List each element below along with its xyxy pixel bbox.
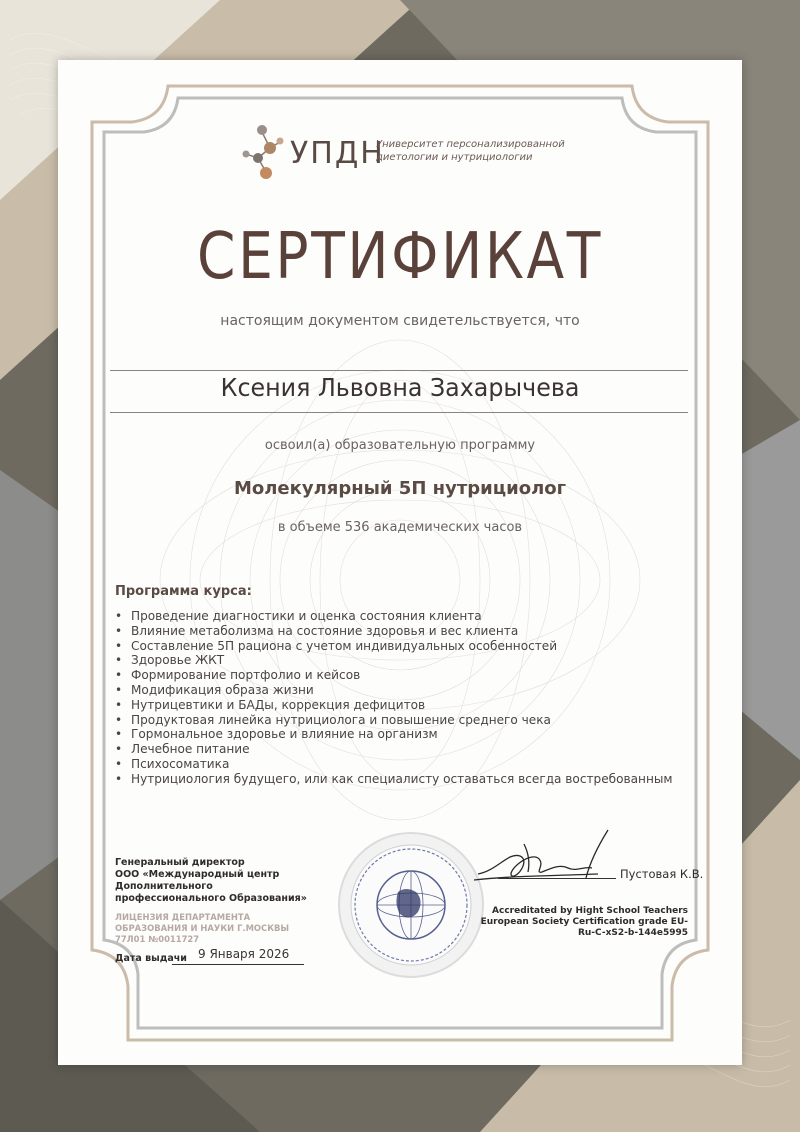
organization-name: ООО «Международный центр Дополнительного профессионального Образования» (115, 869, 307, 904)
recipient-name: Ксения Львовна Захарычева (220, 373, 580, 402)
list-item: • Здоровье ЖКТ (115, 653, 715, 668)
certificate-title: СЕРТИФИКАТ (197, 220, 603, 294)
logo-university-name: Университет персонализированной диетологии и нутрициологии (376, 139, 565, 163)
course-list (115, 609, 715, 787)
signature-image (468, 822, 638, 894)
director-title: Генеральный директор (115, 857, 245, 868)
list-item: • Лечебное питание (115, 742, 715, 757)
program-name: Молекулярный 5П нутрициолог (233, 478, 567, 499)
list-item: • Модификация образа жизни (115, 683, 715, 698)
issue-date-label: Дата выдачи (115, 953, 187, 964)
list-item: • Продуктовая линейка нутрициолога и повышение среднего чека (115, 713, 715, 728)
certificate-page (58, 60, 742, 1065)
name-divider-top (110, 370, 688, 371)
issue-date: 9 Января 2026 (198, 947, 290, 961)
list-item: • Гормональное здоровье и влияние на организм (115, 727, 715, 742)
accreditation-text: Accreditated by Hight School Teachers European Society Certification grade EU-Ru-C-xS2-b-144e5995 (480, 906, 688, 938)
signer-name: Пустовая К.В. (620, 867, 704, 881)
logo-abbreviation: УПДН (290, 136, 385, 171)
signature-line (498, 878, 616, 879)
list-item: • Влияние метаболизма на состояние здоровья и вес клиента (115, 624, 715, 639)
list-item: • Психосоматика (115, 757, 715, 772)
list-item: • Составление 5П рациона с учетом индивидуальных особенностей (115, 639, 715, 654)
director-block (115, 857, 315, 905)
certificate-subtitle: настоящим документом свидетельствуется, что (220, 313, 580, 329)
list-item: • Нутрицевтики и БАДы, коррекция дефицитов (115, 698, 715, 713)
hours-text: в объеме 536 академических часов (277, 520, 523, 535)
molecule-logo-icon (236, 118, 288, 182)
course-heading: Программа курса: (115, 584, 252, 599)
issue-date-line (172, 964, 304, 965)
mastered-text: освоил(а) образовательную программу (264, 438, 536, 453)
list-item: • Проведение диагностики и оценка состояния клиента (115, 609, 715, 624)
name-divider-bottom (110, 412, 688, 413)
license-text: ЛИЦЕНЗИЯ ДЕПАРТАМЕНТА ОБРАЗОВАНИЯ И НАУКИ Г.МОСКВЫ 77Л01 №0011727 (115, 912, 290, 944)
seal-stamp-icon (336, 830, 486, 980)
list-item: • Формирование портфолио и кейсов (115, 668, 715, 683)
list-item: • Нутрициология будущего, или как специалисту оставаться всегда востребованным (115, 772, 715, 787)
